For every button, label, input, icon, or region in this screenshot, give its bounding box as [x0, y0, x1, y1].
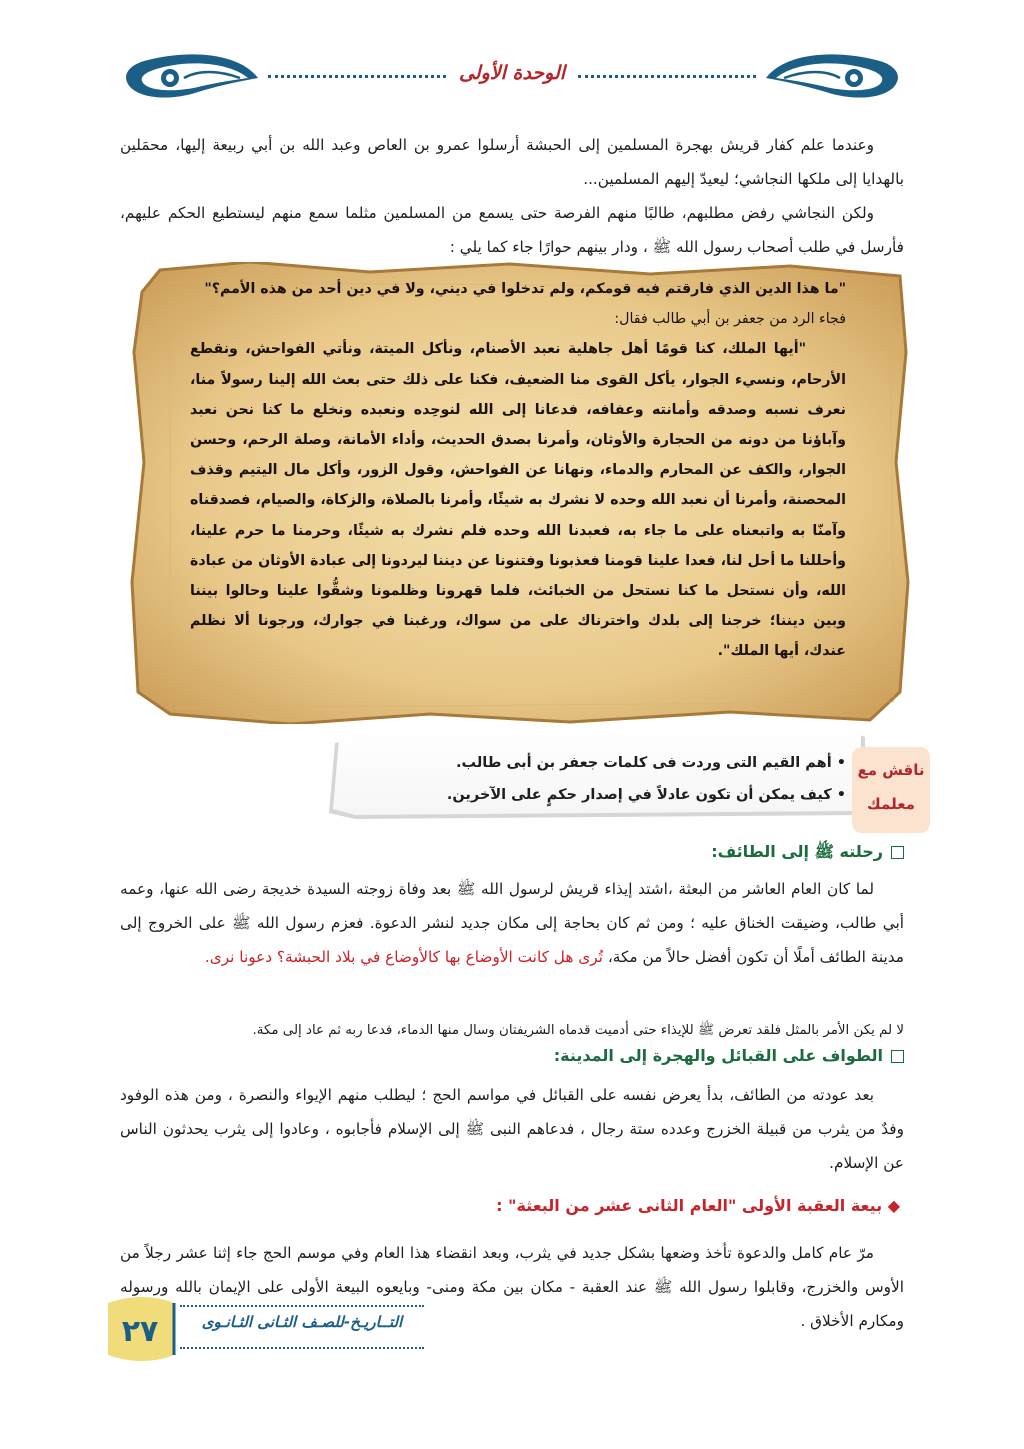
footer-rule-top — [180, 1305, 424, 1307]
page-number-badge — [100, 1293, 180, 1367]
discuss-tag-line-2: معلمك — [867, 795, 915, 813]
tawaf-heading: الطواف على القبائل والهجرة إلى المدينة: — [554, 1046, 904, 1065]
taif-paragraph-1: لما كان العام العاشر من البعثة ،اشتد إيذاء قريش لرسول الله ﷺ بعد وفاة زوجته السيدة خديجة رضى الله عنها، وعمه أبي طالب، وضيقت الخناق عليه ؛ ومن ثم كان بحاجة إلى مكان جديد لنشر الدعوة. فعزم رسول الله ﷺ على الخروج إلى مدينة الطائف أملًا أن تكون أفضل حالاً من مكة، تُرى هل كانت الأوضاع بها كالأوضاع في بلاد الحبشة؟ دعونا نرى. — [120, 880, 904, 966]
intro-paragraph-2: ولكن النجاشي رفض مطلبهم، طالبًا منهم الفرصة حتى يسمع من المسلمين مثلما سمع منهم ليستطيع الحكم عليهم، فأرسل في طلب أصحاب رسول الله ﷺ ، ودار بينهم حوارًا جاء كما يلي : — [120, 204, 904, 256]
najashi-question: "ما هذا الدين الذي فارقتم فيه قومكم، ولم تدخلوا في ديني، ولا في دين أحد من هذه الأمم؟" — [204, 281, 846, 297]
tawaf-paragraph-1: بعد عودته من الطائف، بدأ يعرض نفسه على القبائل في مواسم الحج ؛ ليطلب منهم الإيواء والنصرة ، ومن هذه الوفود وفدٌ من يثرب من قبيلة الخزرج وعدده ستة رجال ، فدعاهم النبى ﷺ إلى الإسلام فأجابوه ، وعادوا إلى يثرب يحدثون الناس عن الإسلام. — [120, 1086, 904, 1172]
discuss-item: • كيف يمكن أن تكون عادلاً في إصدار حكمٍ على الآخرين. — [446, 787, 846, 803]
taif-text — [120, 872, 904, 974]
header-rule-right — [578, 75, 756, 78]
intro-text — [120, 128, 904, 264]
page-number: ٢٧ — [121, 1314, 159, 1349]
book-title: التــاريـخ-للصـف الثـانى الثـانـوى — [201, 1313, 403, 1331]
taif-outcome-text — [120, 1014, 904, 1048]
tawaf-text — [120, 1078, 904, 1180]
checkbox-square-icon — [891, 846, 904, 859]
taif-question: تُرى هل كانت الأوضاع بها كالأوضاع في بلاد الحبشة؟ دعونا نرى. — [204, 948, 603, 966]
discuss-item: • أهم القيم التى وردت فى كلمات جعفر بن أبى طالب. — [456, 755, 846, 771]
page-header — [0, 48, 1024, 108]
taif-paragraph-2: لا لم يكن الأمر بالمثل فلقد تعرض ﷺ للإيذاء حتى أدميت قدماه الشريفتان وسال منها الدماء، فدعا ربه ثم عاد إلى مكة. — [252, 1023, 904, 1038]
dialogue-scroll — [130, 262, 910, 724]
intro-paragraph-1: وعندما علم كفار قريش بهجرة المسلمين إلى الحبشة أرسلوا عمرو بن العاص وعبد الله بن أبي ربيعة إليها، محمَلين بالهدايا إلى ملكها النجاشي؛ ليعيدّ إليهم المسلمين... — [120, 136, 904, 188]
reply-intro: فجاء الرد من جعفر بن أبي طالب فقال: — [614, 311, 846, 328]
aqaba-paragraph-1: مرّ عام كامل والدعوة تأخذ وضعها بشكل جديد في يثرب، وبعد انقضاء هذا العام وفي موسم الحج جاء إثنا عشر رجلاً من الأوس والخزرج، وقابلوا رسول الله ﷺ عند العقبة - مكان بين مكة ومنى- وبايعوه البيعة الأولى على الإيمان بالله ورسوله ومكارم الأخلاق . — [120, 1244, 904, 1330]
right-ornament-icon — [758, 48, 906, 108]
unit-title: الوحدة الأولى — [0, 62, 1024, 84]
aqaba-heading: ◆ بيعة العقبة الأولى "العام الثانى عشر من البعثة" : — [496, 1196, 900, 1215]
discuss-tag — [852, 747, 930, 833]
footer-rule-bottom — [180, 1347, 424, 1349]
discuss-list — [447, 747, 846, 811]
dialogue-text — [190, 274, 846, 667]
jaafar-reply: "أيها الملك، كنا قومًا أهل جاهلية نعبد الأصنام، ونأكل الميتة، ونأتي الفواحش، ونقطع الأرحام، ونسيء الجوار، يأكل القوى منا الضعيف، فكنا على ذلك حتى بعث الله إلينا رسولاً منا، نعرف نسبه وصدقه وأمانته وعفافه، فدعانا إلى الله لنوحِده ونعبده ونخلع ما كنا نحن نعبد وآباؤنا من دونه من الحجارة والأوثان، وأمرنا بصدق الحديث، وأداء الأمانة، وصلة الرحم، وحسن الجوار، والكف عن المحارم والدماء، ونهانا عن الفواحش، وقول الزور، وأكل مال اليتيم وقذف المحصنة، وأمرنا أن نعبد الله وحده لا نشرك به شيئًا، وأمرنا بالصلاة، والزكاة، والصيام، فصدقناه وآمنّا به واتبعناه على ما جاء به، فعبدنا الله وحده فلم نشرك به شيئًا، وحرمنا ما حرم علينا، وأحللنا ما أحل لنا، فعدا علينا قومنا فعذبونا وفتنونا عن ديننا ليردونا إلى عبادة الأوثان من عبادة الله، وأن نستحل ما كنا نستحل من الخبائث، فلما قهرونا وظلمونا وشقُّوا علينا وحالوا بيننا وبين ديننا؛ خرجنا إلى بلدك واخترناك على من سواك، ورغبنا في جوارك، ورجونا ألا نظلم عندك، أيها الملك". — [190, 341, 846, 660]
page-footer — [100, 1293, 440, 1367]
discuss-tag-line-1: ناقش مع — [857, 761, 925, 779]
discuss-box — [325, 727, 925, 821]
taif-heading: رحلته ﷺ إلى الطائف: — [711, 842, 904, 865]
checkbox-square-icon — [891, 1050, 904, 1063]
